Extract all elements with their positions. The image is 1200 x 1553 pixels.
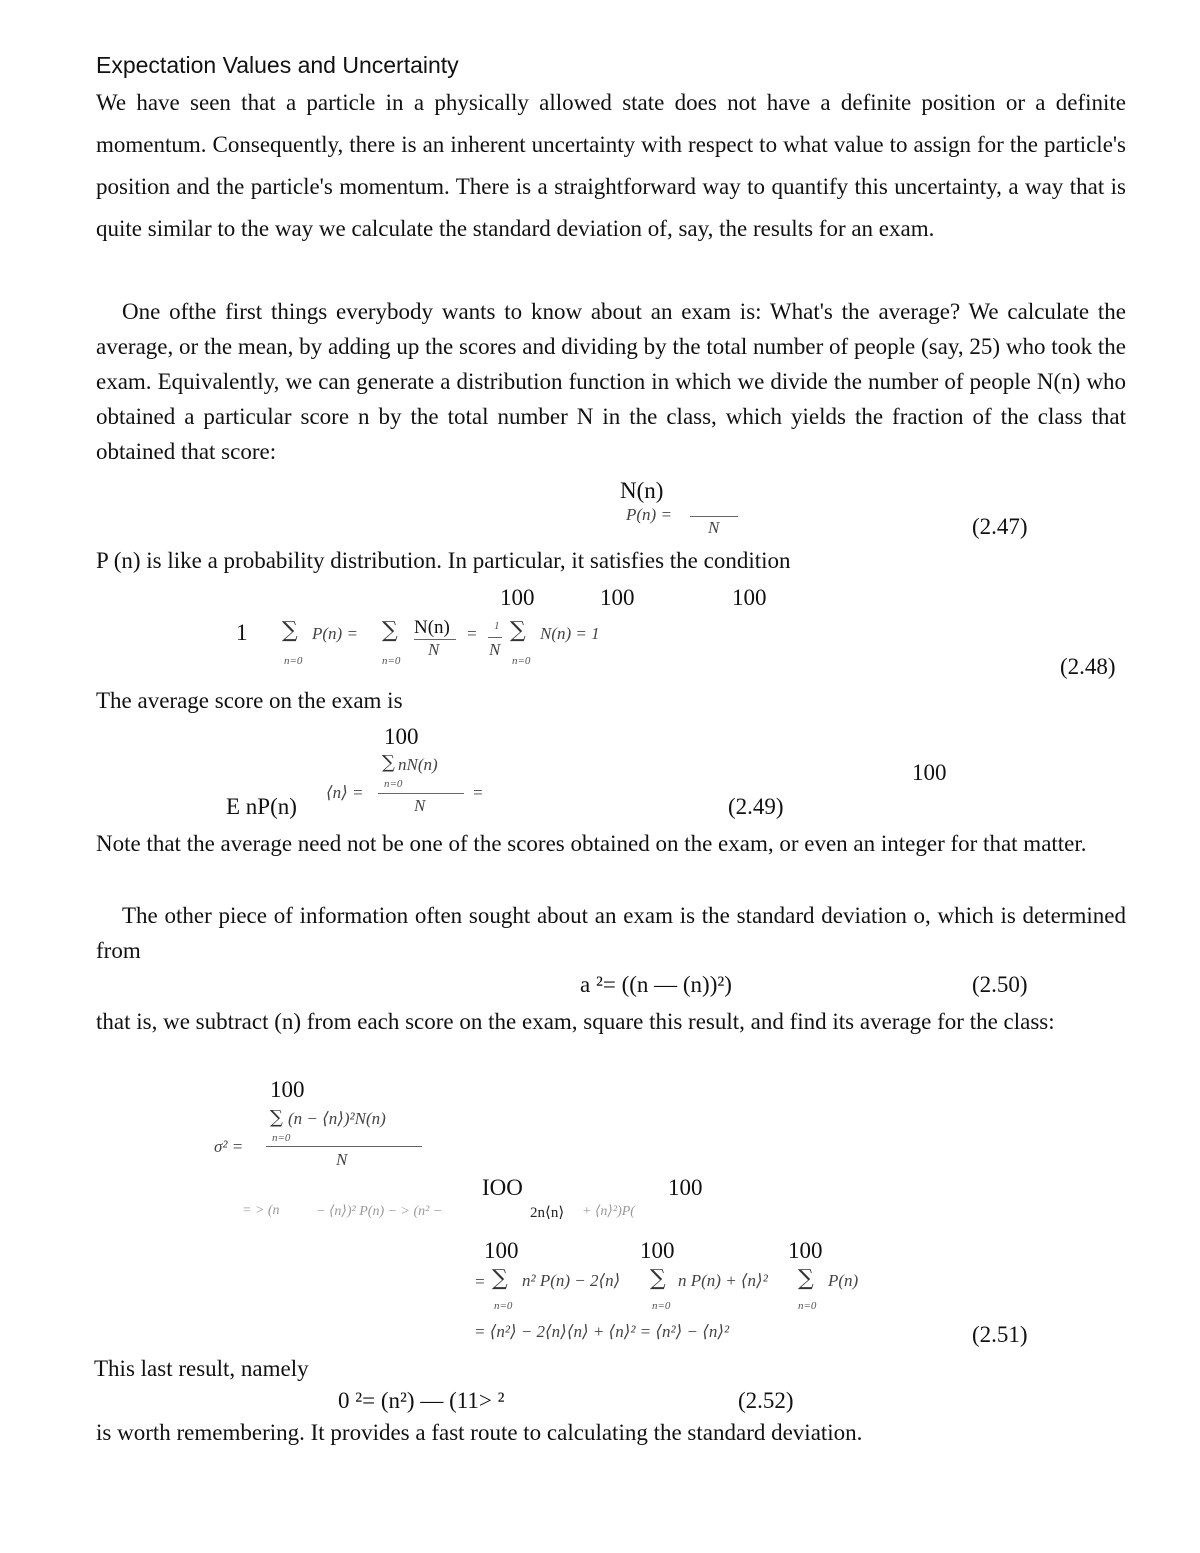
eq249-number: (2.49) [728, 794, 784, 819]
summation-icon: ∑ [510, 618, 526, 643]
eq251-row3-limit-2: 100 [640, 1238, 675, 1263]
eq251-fraction-bar [266, 1146, 422, 1147]
summation-icon: ∑ [650, 1266, 666, 1291]
paragraph-intro: We have seen that a particle in a physically allowed state does not have a definite position or a definite momentum. Consequently, there is an inherent uncertainty with respect to what value to assign for the particle's position and the particle's momentum. There is a straightforward way to quantify this uncertainty, a way that is quite similar to the way we calculate the standard deviation of, say, the results for an exam. [96, 90, 1126, 241]
eq247-numerator: N(n) [620, 478, 664, 503]
eq248-term1: P(n) = [312, 624, 358, 643]
eq248-term3: N(n) = 1 [540, 624, 600, 643]
page-title: Expectation Values and Uncertainty [96, 52, 459, 78]
eq249-fraction-bar [378, 793, 464, 794]
eq249-lhs: ⟨n⟩ = [326, 783, 364, 802]
summation-icon: ∑ [382, 752, 395, 773]
eq249-den: N [414, 796, 426, 815]
eq248-lower-3: n=0 [512, 655, 531, 667]
eq249-eq: = [472, 783, 484, 802]
eq251-row2-limit-1: IOO [482, 1175, 523, 1200]
eq251-row2-d: + ⟨n⟩²)P( [582, 1204, 635, 1219]
eq251-row3-t2: n P(n) + ⟨n⟩² [678, 1271, 768, 1290]
eq247-denominator: N [708, 518, 720, 537]
eq251-num: (n − ⟨n⟩)²N(n) [288, 1109, 386, 1128]
eq248-one: 1 [494, 620, 500, 632]
eq251-lower: n=0 [272, 1132, 291, 1144]
eq248-small-den: N [489, 640, 501, 659]
eq251-row3-lower-1: n=0 [494, 1300, 513, 1312]
eq249-lower: n=0 [384, 778, 403, 790]
eq251-den: N [336, 1150, 348, 1169]
eq248-frac-num: N(n) [414, 617, 450, 638]
eq251-lhs: σ² = [214, 1137, 244, 1156]
eq248-frac-den: N [428, 640, 440, 659]
paragraph-probability: P (n) is like a probability distribution. In particular, it satisfies the condition [96, 548, 791, 573]
eq248-limit-3: 100 [732, 585, 767, 610]
eq251-row3-lower-3: n=0 [798, 1300, 817, 1312]
summation-icon: ∑ [382, 618, 398, 643]
eq251-row2-a: = > (n [242, 1203, 280, 1218]
eq251-row3-eq: = [474, 1272, 486, 1291]
summation-icon: ∑ [282, 618, 298, 643]
eq248-small-bar [488, 637, 502, 638]
paragraph-last-result: This last result, namely [94, 1356, 309, 1381]
eq248-limit-2: 100 [600, 585, 635, 610]
eq252-text: 0 ²= (n²) — (11> ² [338, 1388, 505, 1413]
eq251-row2-c: 2n⟨n⟩ [530, 1205, 565, 1221]
eq251-number: (2.51) [972, 1322, 1028, 1347]
paragraph-standard-deviation: The other piece of information often sought about an exam is the standard deviation o, which is determined from [96, 903, 1126, 963]
paragraph-average-score: The average score on the exam is [96, 688, 403, 713]
eq251-row2-b: − ⟨n⟩)² P(n) − > (n² − [316, 1204, 443, 1219]
paragraph-average: One ofthe first things everybody wants to know about an exam is: What's the average? We calculate the average, or the mean, by adding up the scores and dividing by the total number of people (say, 25) who took the exam. Equivalently, we can generate a distribution function in which we divide the number of people N(n) who obtained a particular score n by the total number N in the class, which yields the fraction of the class that obtained that score: [96, 299, 1126, 464]
eq249-num: nN(n) [398, 755, 438, 774]
eq248-lead: 1 [236, 620, 248, 645]
summation-icon: ∑ [798, 1266, 814, 1291]
eq247-number: (2.47) [972, 514, 1028, 539]
eq251-row3-lower-2: n=0 [652, 1300, 671, 1312]
paragraph-note: Note that the average need not be one of the scores obtained on the exam, or even an integer for that matter. [96, 831, 1087, 856]
eq248-number: (2.48) [1060, 654, 1116, 679]
eq247-lhs: P(n) = [626, 505, 672, 524]
paragraph-subtract: that is, we subtract (n) from each score on the exam, square this result, and find its average for the class: [96, 1009, 1055, 1034]
eq250-number: (2.50) [972, 972, 1028, 997]
summation-icon: ∑ [270, 1107, 283, 1128]
eq250-text: a ²= ((n — (n))²) [580, 972, 732, 997]
eq248-eq: = [466, 624, 478, 643]
eq251-row3-limit-1: 100 [484, 1238, 519, 1263]
eq251-row3-limit-3: 100 [788, 1238, 823, 1263]
summation-icon: ∑ [492, 1266, 508, 1291]
eq248-lower-1: n=0 [284, 655, 303, 667]
eq248-lower-2: n=0 [382, 655, 401, 667]
eq251-row2-limit-2: 100 [668, 1175, 703, 1200]
eq251-row4: = ⟨n²⟩ − 2⟨n⟩⟨n⟩ + ⟨n⟩² = ⟨n²⟩ − ⟨n⟩² [474, 1322, 730, 1341]
paragraph-remember: is worth remembering. It provides a fast route to calculating the standard deviation. [96, 1420, 863, 1445]
eq251-row3-t1: n² P(n) − 2⟨n⟩ [522, 1271, 621, 1290]
eq252-number: (2.52) [738, 1388, 794, 1413]
eq249-right-limit: 100 [912, 760, 947, 785]
eq249-lead: E nP(n) [226, 794, 297, 819]
eq248-limit-1: 100 [500, 585, 535, 610]
eq251-upper: 100 [270, 1077, 305, 1102]
eq249-upper: 100 [384, 724, 419, 749]
eq247-fraction-bar [690, 516, 738, 517]
eq251-row3-t3: P(n) [828, 1271, 859, 1290]
